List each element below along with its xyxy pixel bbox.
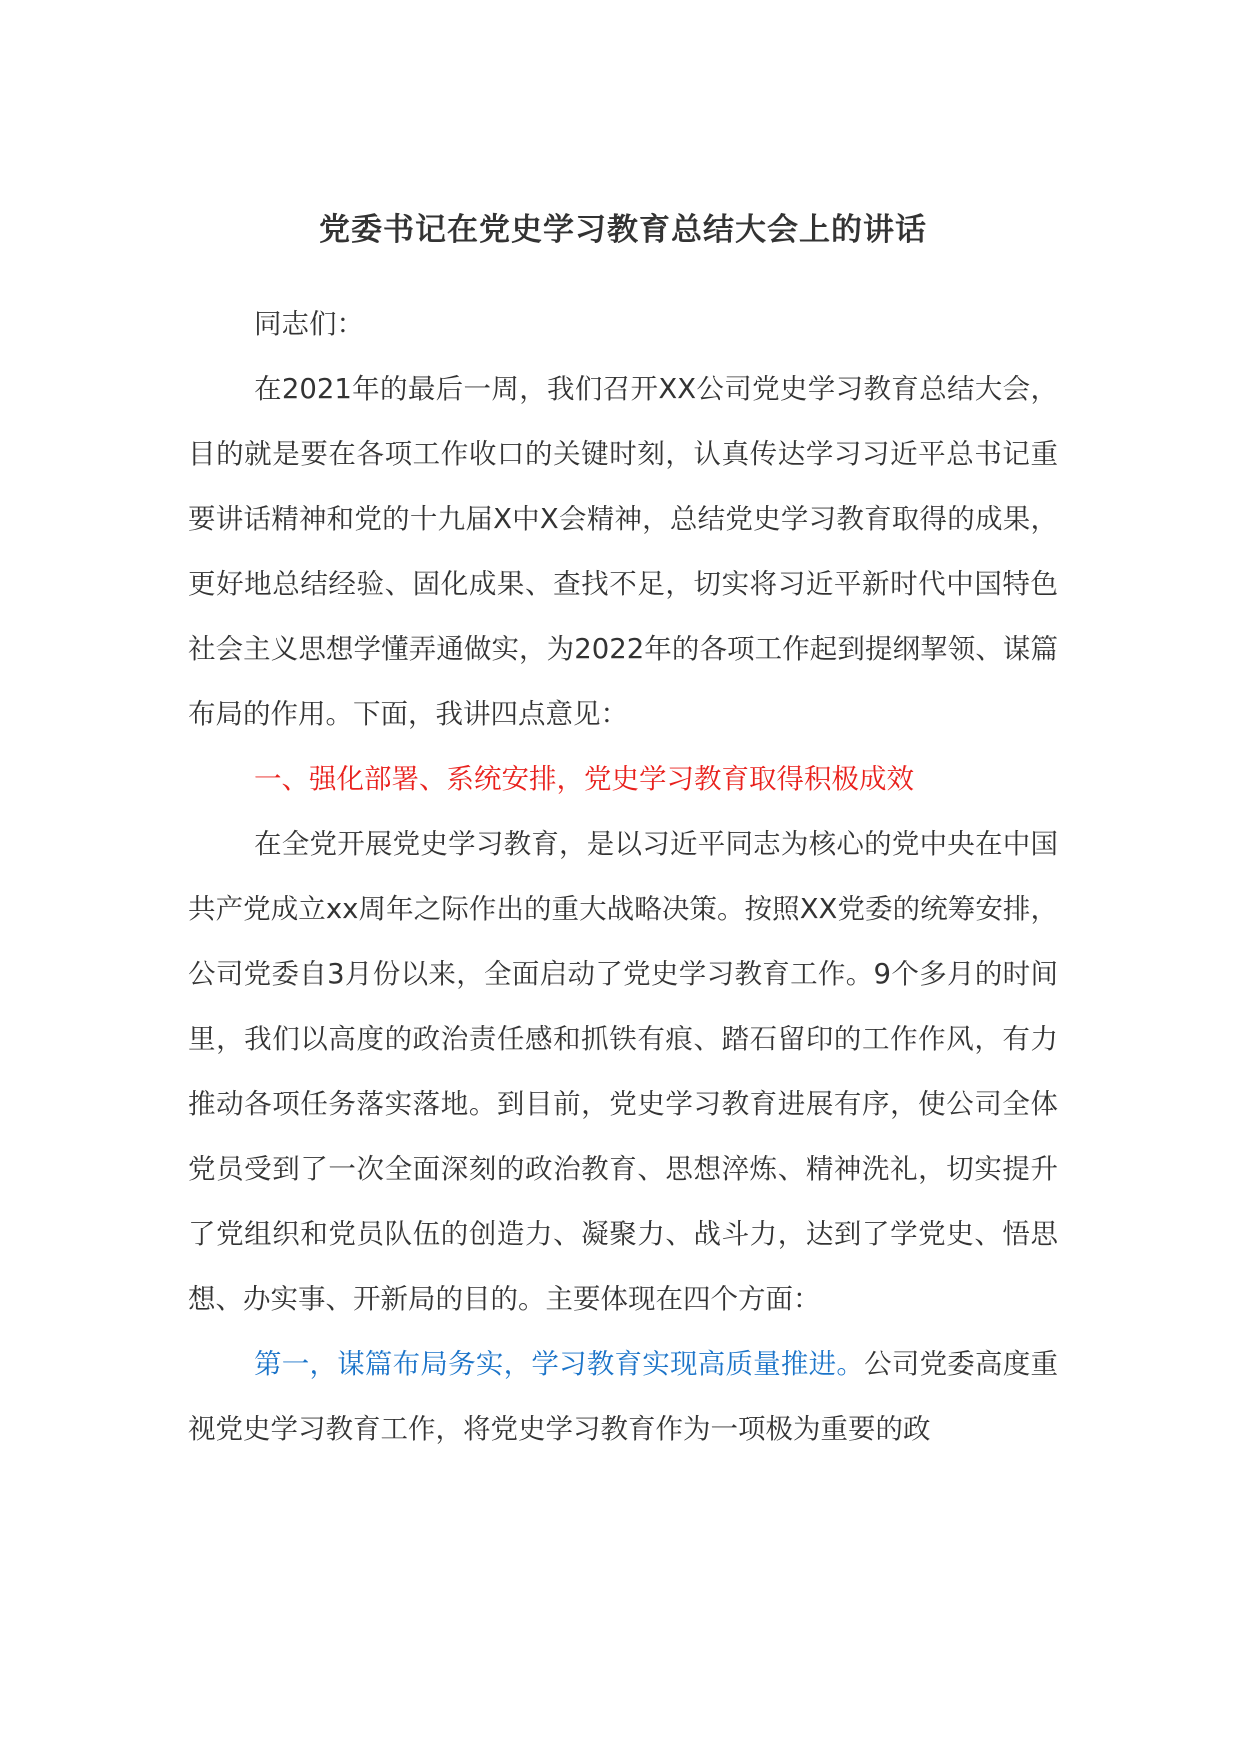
paragraph-intro: 在2021年的最后一周，我们召开XX公司党史学习教育总结大会，目的就是要在各项工作收口的关键时刻，认真传达学习习近平总书记重要讲话精神和党的十九届X中X会精神，总结党史学习教育取得的成果，更好地总结经验、固化成果、查找不足，切实将习近平新时代中国特色社会主义思想学懂弄通做实，为2022年的各项工作起到提纲挈领、谋篇布局的作用。下面，我讲四点意见： [188,373,1058,730]
salutation: 同志们： [254,308,364,340]
point-1-lead: 第一，谋篇布局务实，学习教育实现高质量推进。 [254,1348,865,1380]
document-title: 党委书记在党史学习教育总结大会上的讲话 [319,212,927,248]
document-page [188,204,1058,1462]
point-1-text: 公司党委高度重视党史学习教育工作，将党史学习教育作为一项极为重要的政 [188,1348,1059,1445]
paragraph-section-1: 在全党开展党史学习教育，是以习近平同志为核心的党中央在中国共产党成立xx周年之际作出的重大战略决策。按照XX党委的统筹安排，公司党委自3月份以来，全面启动了党史学习教育工作。9个多月的时间里，我们以高度的政治责任感和抓铁有痕、踏石留印的工作作风，有力推动各项任务落实落地。到目前，党史学习教育进展有序，使公司全体党员受到了一次全面深刻的政治教育、思想淬炼、精神洗礼，切实提升了党组织和党员队伍的创造力、凝聚力、战斗力，达到了学党史、悟思想、办实事、开新局的目的。主要体现在四个方面： [188,828,1058,1315]
section-1-heading: 一、强化部署、系统安排，党史学习教育取得积极成效 [254,763,914,795]
paragraph-point-1 [188,1332,1058,1462]
